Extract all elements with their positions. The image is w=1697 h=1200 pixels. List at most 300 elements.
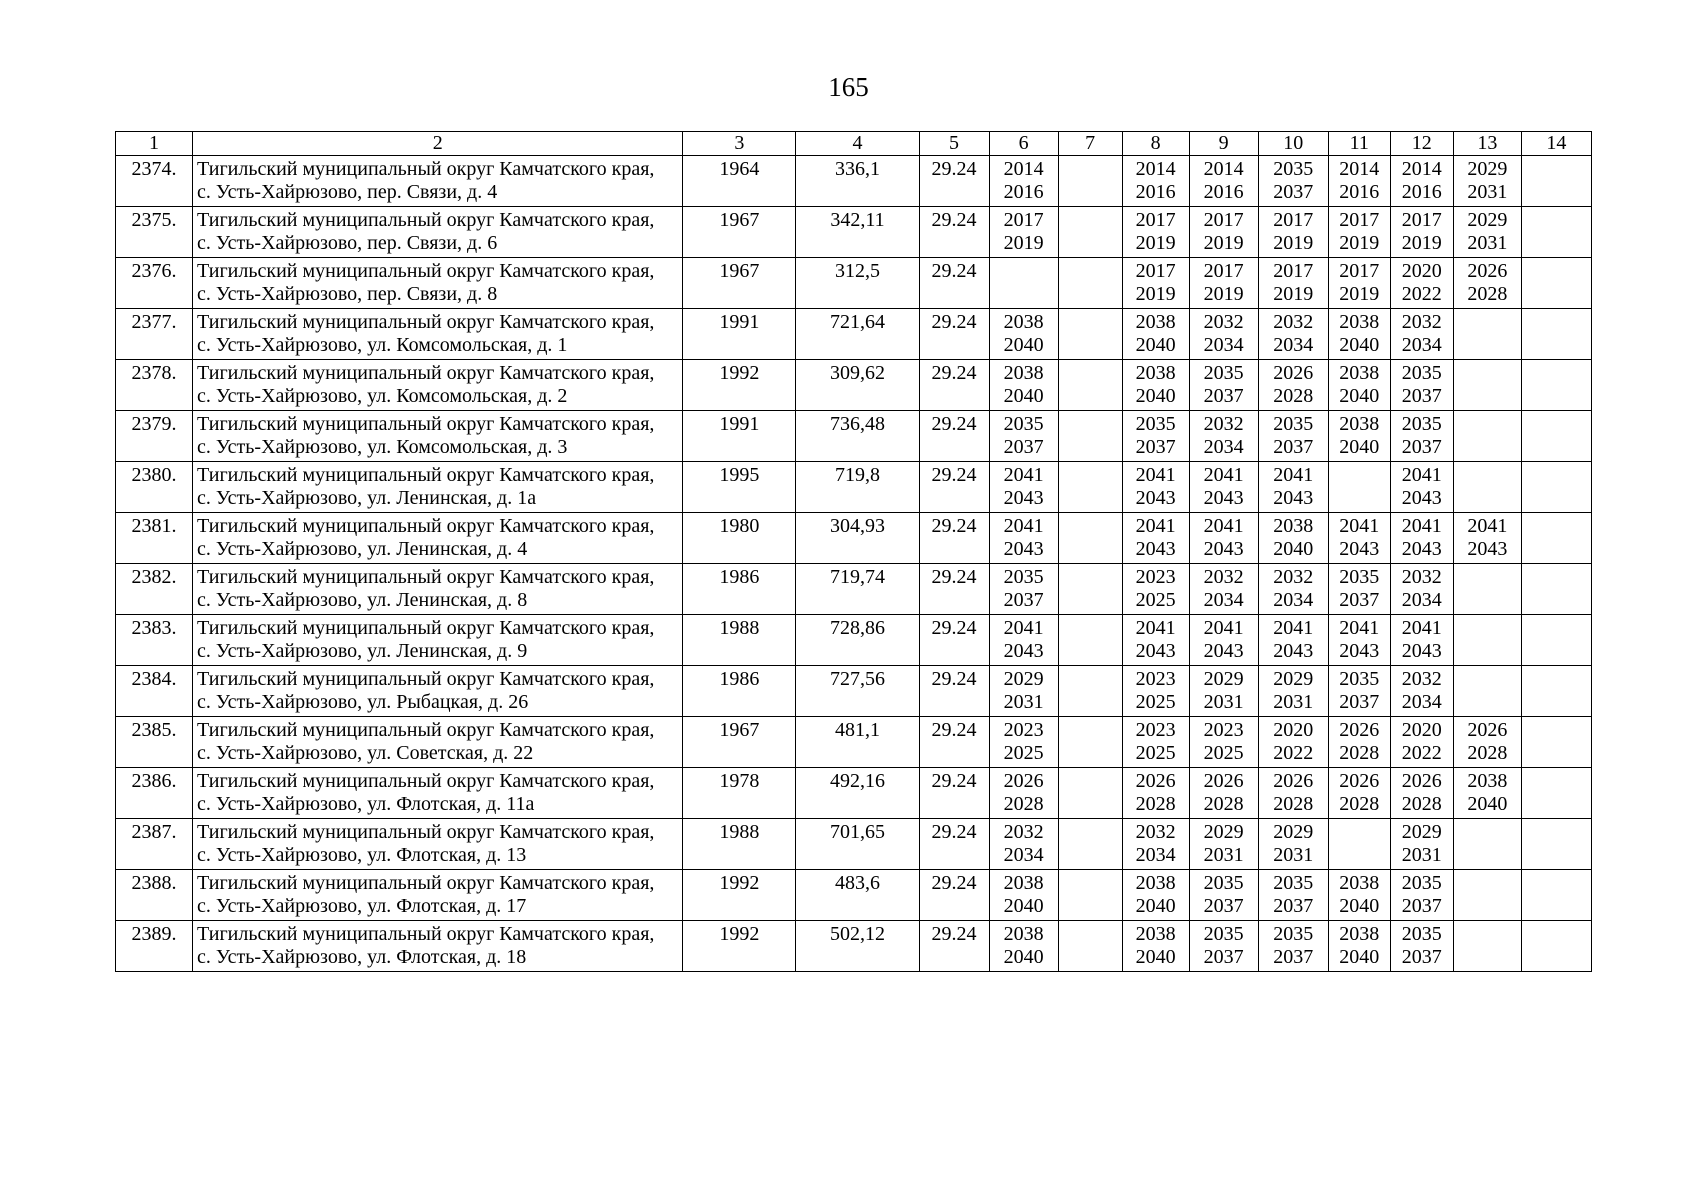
address-cell-line-1: Тигильский муниципальный округ Камчатского края, (197, 413, 655, 435)
table-body (116, 156, 1592, 972)
code-cell: 29.24 (919, 666, 989, 717)
period-cell-c10-line-2: 2022 (1273, 742, 1314, 764)
period-cell-c11 (1328, 513, 1390, 564)
period-cell-c14 (1521, 666, 1591, 717)
column-header: 11 (1328, 132, 1390, 156)
period-cell-c12-line-1: 2020 (1401, 719, 1442, 741)
period-cell-c9 (1189, 207, 1258, 258)
row-number-cell: 2377. (116, 309, 193, 360)
period-cell-c9 (1189, 819, 1258, 870)
period-cell-c13-line-1: 2029 (1467, 209, 1508, 231)
period-cell-c10-line-1: 2032 (1273, 566, 1314, 588)
period-cell-c14 (1521, 564, 1591, 615)
period-cell-c6-line-2: 2043 (1003, 538, 1044, 560)
period-cell-c12-line-1: 2014 (1401, 158, 1442, 180)
period-cell-c12-line-2: 2016 (1401, 181, 1442, 203)
period-cell-c7-line-1 (1063, 311, 1118, 334)
period-cell-c7-line-1 (1063, 923, 1118, 946)
period-cell-c12 (1390, 360, 1453, 411)
period-cell-c9 (1189, 921, 1258, 972)
period-cell-c6 (989, 768, 1058, 819)
period-cell-c11-line-2: 2019 (1339, 283, 1380, 305)
period-cell-c6-line-2: 2040 (1003, 895, 1044, 917)
period-cell-c10 (1258, 921, 1328, 972)
period-cell-c14-line-2 (1526, 589, 1587, 612)
period-cell-c9-line-1: 2026 (1203, 770, 1244, 792)
address-cell-line-1: Тигильский муниципальный округ Камчатского края, (197, 821, 655, 843)
period-cell-c7-line-2 (1063, 283, 1118, 306)
row-number-cell: 2383. (116, 615, 193, 666)
period-cell-c13 (1453, 615, 1521, 666)
period-cell-c12 (1390, 921, 1453, 972)
period-cell-c12-line-1: 2035 (1401, 413, 1442, 435)
period-cell-c11-line-1 (1333, 464, 1386, 487)
period-cell-c7-line-1 (1063, 719, 1118, 742)
period-cell-c8-line-2: 2043 (1135, 487, 1176, 509)
period-cell-c7-line-1 (1063, 362, 1118, 385)
period-cell-c7-line-1 (1063, 158, 1118, 181)
period-cell-c14 (1521, 921, 1591, 972)
period-cell-c14-line-1 (1526, 719, 1587, 742)
period-cell-c7 (1058, 513, 1122, 564)
period-cell-c14-line-2 (1526, 385, 1587, 408)
area-cell: 304,93 (796, 513, 919, 564)
area-cell: 701,65 (796, 819, 919, 870)
period-cell-c7-line-2 (1063, 589, 1118, 612)
period-cell-c10 (1258, 717, 1328, 768)
code-cell: 29.24 (919, 819, 989, 870)
period-cell-c7 (1058, 921, 1122, 972)
period-cell-c9-line-1: 2017 (1203, 260, 1244, 282)
period-cell-c14-line-2 (1526, 334, 1587, 357)
row-number-cell: 2386. (116, 768, 193, 819)
address-cell-line-1: Тигильский муниципальный округ Камчатского края, (197, 617, 655, 639)
period-cell-c7 (1058, 462, 1122, 513)
period-cell-c8 (1122, 258, 1189, 309)
period-cell-c9-line-2: 2031 (1203, 844, 1244, 866)
period-cell-c8-line-1: 2038 (1135, 872, 1176, 894)
period-cell-c11-line-1: 2014 (1339, 158, 1380, 180)
period-cell-c10-line-1: 2038 (1273, 515, 1314, 537)
row-number-cell: 2380. (116, 462, 193, 513)
code-cell: 29.24 (919, 615, 989, 666)
period-cell-c14-line-1 (1526, 923, 1587, 946)
period-cell-c8-line-2: 2040 (1135, 334, 1176, 356)
period-cell-c8-line-2: 2019 (1135, 283, 1176, 305)
period-cell-c10-line-1: 2041 (1273, 617, 1314, 639)
period-cell-c14 (1521, 462, 1591, 513)
period-cell-c6-line-1 (994, 260, 1054, 283)
period-cell-c8-line-2: 2016 (1135, 181, 1176, 203)
period-cell-c12-line-2: 2037 (1401, 946, 1442, 968)
row-number-cell: 2387. (116, 819, 193, 870)
code-cell: 29.24 (919, 717, 989, 768)
address-cell-line-2: с. Усть-Хайрюзово, ул. Флотская, д. 13 (197, 844, 527, 866)
period-cell-c14-line-2 (1526, 946, 1587, 969)
period-cell-c11-line-2: 2040 (1339, 385, 1380, 407)
year-cell: 1992 (683, 870, 796, 921)
address-cell-line-1: Тигильский муниципальный округ Камчатского края, (197, 719, 655, 741)
period-cell-c6 (989, 156, 1058, 207)
column-header: 6 (989, 132, 1058, 156)
period-cell-c6-line-2: 2019 (1003, 232, 1044, 254)
period-cell-c13-line-1: 2038 (1467, 770, 1508, 792)
period-cell-c14-line-2 (1526, 487, 1587, 510)
period-cell-c13-line-2 (1458, 640, 1517, 663)
code-cell: 29.24 (919, 921, 989, 972)
period-cell-c14-line-2 (1526, 793, 1587, 816)
area-cell: 483,6 (796, 870, 919, 921)
period-cell-c10-line-1: 2035 (1273, 158, 1314, 180)
period-cell-c13-line-2 (1458, 487, 1517, 510)
period-cell-c11 (1328, 360, 1390, 411)
period-cell-c14 (1521, 615, 1591, 666)
period-cell-c13-line-2 (1458, 436, 1517, 459)
area-cell: 309,62 (796, 360, 919, 411)
period-cell-c6-line-2 (994, 283, 1054, 306)
period-cell-c13-line-1: 2026 (1467, 260, 1508, 282)
period-cell-c7-line-2 (1063, 742, 1118, 765)
period-cell-c6-line-1: 2026 (1003, 770, 1044, 792)
period-cell-c10 (1258, 360, 1328, 411)
period-cell-c10-line-2: 2019 (1273, 232, 1314, 254)
table-row (116, 207, 1592, 258)
period-cell-c12 (1390, 666, 1453, 717)
period-cell-c8 (1122, 717, 1189, 768)
area-cell: 336,1 (796, 156, 919, 207)
column-header: 9 (1189, 132, 1258, 156)
period-cell-c6-line-2: 2040 (1003, 385, 1044, 407)
address-cell (193, 258, 683, 309)
period-cell-c9-line-2: 2034 (1203, 334, 1244, 356)
period-cell-c7-line-2 (1063, 946, 1118, 969)
period-cell-c11 (1328, 666, 1390, 717)
period-cell-c6 (989, 258, 1058, 309)
period-cell-c11 (1328, 411, 1390, 462)
period-cell-c7-line-1 (1063, 617, 1118, 640)
period-cell-c14-line-1 (1526, 311, 1587, 334)
period-cell-c7 (1058, 309, 1122, 360)
area-cell: 721,64 (796, 309, 919, 360)
period-cell-c14 (1521, 870, 1591, 921)
period-cell-c8 (1122, 819, 1189, 870)
period-cell-c7-line-1 (1063, 872, 1118, 895)
period-cell-c12-line-1: 2017 (1401, 209, 1442, 231)
period-cell-c13-line-1: 2041 (1467, 515, 1508, 537)
period-cell-c11-line-2: 2040 (1339, 895, 1380, 917)
period-cell-c9-line-1: 2035 (1203, 362, 1244, 384)
period-cell-c6 (989, 921, 1058, 972)
period-cell-c8 (1122, 309, 1189, 360)
period-cell-c9-line-1: 2041 (1203, 617, 1244, 639)
period-cell-c10-line-2: 2040 (1273, 538, 1314, 560)
period-cell-c11-line-1: 2041 (1339, 515, 1380, 537)
period-cell-c7 (1058, 360, 1122, 411)
period-cell-c9-line-1: 2032 (1203, 566, 1244, 588)
column-header: 8 (1122, 132, 1189, 156)
period-cell-c13-line-1 (1458, 821, 1517, 844)
period-cell-c13-line-2 (1458, 946, 1517, 969)
period-cell-c10-line-1: 2017 (1273, 209, 1314, 231)
period-cell-c9 (1189, 615, 1258, 666)
period-cell-c13-line-2 (1458, 895, 1517, 918)
period-cell-c7 (1058, 870, 1122, 921)
row-number-cell: 2381. (116, 513, 193, 564)
period-cell-c7-line-2 (1063, 385, 1118, 408)
period-cell-c8-line-1: 2026 (1135, 770, 1176, 792)
period-cell-c11-line-2: 2028 (1339, 793, 1380, 815)
period-cell-c13-line-1 (1458, 566, 1517, 589)
period-cell-c9-line-2: 2034 (1203, 436, 1244, 458)
period-cell-c13-line-1 (1458, 923, 1517, 946)
period-cell-c7-line-1 (1063, 821, 1118, 844)
column-header: 5 (919, 132, 989, 156)
period-cell-c11 (1328, 768, 1390, 819)
row-number-cell: 2378. (116, 360, 193, 411)
period-cell-c11-line-1: 2041 (1339, 617, 1380, 639)
address-cell-line-2: с. Усть-Хайрюзово, ул. Флотская, д. 11а (197, 793, 535, 815)
period-cell-c13-line-1 (1458, 668, 1517, 691)
period-cell-c6-line-1: 2038 (1003, 872, 1044, 894)
period-cell-c7-line-2 (1063, 793, 1118, 816)
period-cell-c14-line-1 (1526, 821, 1587, 844)
period-cell-c10-line-2: 2028 (1273, 385, 1314, 407)
column-header: 4 (796, 132, 919, 156)
period-cell-c9-line-1: 2029 (1203, 821, 1244, 843)
period-cell-c7-line-1 (1063, 464, 1118, 487)
period-cell-c13 (1453, 462, 1521, 513)
row-number-cell: 2374. (116, 156, 193, 207)
period-cell-c7-line-2 (1063, 181, 1118, 204)
area-cell: 719,74 (796, 564, 919, 615)
period-cell-c7-line-2 (1063, 538, 1118, 561)
period-cell-c11-line-1: 2035 (1339, 566, 1380, 588)
period-cell-c10 (1258, 666, 1328, 717)
period-cell-c14-line-2 (1526, 844, 1587, 867)
period-cell-c14-line-1 (1526, 158, 1587, 181)
address-cell (193, 360, 683, 411)
period-cell-c14-line-2 (1526, 691, 1587, 714)
address-cell-line-1: Тигильский муниципальный округ Камчатского края, (197, 158, 655, 180)
period-cell-c11-line-2 (1333, 487, 1386, 510)
period-cell-c12 (1390, 207, 1453, 258)
year-cell: 1967 (683, 207, 796, 258)
period-cell-c14 (1521, 513, 1591, 564)
period-cell-c7-line-2 (1063, 232, 1118, 255)
period-cell-c12 (1390, 870, 1453, 921)
year-cell: 1992 (683, 921, 796, 972)
period-cell-c14-line-1 (1526, 209, 1587, 232)
period-cell-c9 (1189, 768, 1258, 819)
period-cell-c13 (1453, 156, 1521, 207)
period-cell-c6 (989, 717, 1058, 768)
period-cell-c9-line-2: 2043 (1203, 487, 1244, 509)
period-cell-c8-line-2: 2034 (1135, 844, 1176, 866)
period-cell-c7 (1058, 819, 1122, 870)
period-cell-c10-line-1: 2020 (1273, 719, 1314, 741)
table-row (116, 360, 1592, 411)
period-cell-c13 (1453, 258, 1521, 309)
table-row (116, 258, 1592, 309)
period-cell-c8-line-1: 2038 (1135, 362, 1176, 384)
code-cell: 29.24 (919, 870, 989, 921)
period-cell-c12 (1390, 258, 1453, 309)
period-cell-c13-line-2 (1458, 385, 1517, 408)
period-cell-c10-line-2: 2043 (1273, 640, 1314, 662)
period-cell-c11-line-1: 2038 (1339, 923, 1380, 945)
period-cell-c7-line-2 (1063, 640, 1118, 663)
period-cell-c7 (1058, 156, 1122, 207)
period-cell-c6-line-1: 2038 (1003, 923, 1044, 945)
period-cell-c11 (1328, 156, 1390, 207)
period-cell-c13 (1453, 819, 1521, 870)
period-cell-c10-line-1: 2041 (1273, 464, 1314, 486)
period-cell-c6-line-1: 2038 (1003, 362, 1044, 384)
period-cell-c7-line-2 (1063, 436, 1118, 459)
period-cell-c12-line-2: 2031 (1401, 844, 1442, 866)
code-cell: 29.24 (919, 513, 989, 564)
period-cell-c10 (1258, 309, 1328, 360)
period-cell-c14 (1521, 411, 1591, 462)
period-cell-c13-line-1 (1458, 617, 1517, 640)
period-cell-c6-line-2: 2037 (1003, 589, 1044, 611)
column-header: 10 (1258, 132, 1328, 156)
address-cell-line-2: с. Усть-Хайрюзово, ул. Флотская, д. 18 (197, 946, 527, 968)
period-cell-c13-line-1 (1458, 362, 1517, 385)
area-cell: 727,56 (796, 666, 919, 717)
period-cell-c6-line-2: 2034 (1003, 844, 1044, 866)
period-cell-c11-line-1: 2035 (1339, 668, 1380, 690)
period-cell-c12-line-2: 2037 (1401, 895, 1442, 917)
period-cell-c8 (1122, 768, 1189, 819)
period-cell-c8-line-2: 2037 (1135, 436, 1176, 458)
period-cell-c12-line-2: 2028 (1401, 793, 1442, 815)
period-cell-c9 (1189, 411, 1258, 462)
period-cell-c11 (1328, 564, 1390, 615)
period-cell-c12-line-1: 2029 (1401, 821, 1442, 843)
period-cell-c13 (1453, 870, 1521, 921)
period-cell-c11-line-2: 2040 (1339, 334, 1380, 356)
period-cell-c13 (1453, 768, 1521, 819)
period-cell-c8 (1122, 513, 1189, 564)
table-row (116, 615, 1592, 666)
period-cell-c8-line-2: 2043 (1135, 640, 1176, 662)
period-cell-c9 (1189, 462, 1258, 513)
period-cell-c7 (1058, 666, 1122, 717)
period-cell-c6 (989, 819, 1058, 870)
period-cell-c6-line-1: 2029 (1003, 668, 1044, 690)
period-cell-c13-line-2 (1458, 691, 1517, 714)
period-cell-c10 (1258, 768, 1328, 819)
period-cell-c8-line-2: 2040 (1135, 385, 1176, 407)
period-cell-c13 (1453, 411, 1521, 462)
address-cell-line-2: с. Усть-Хайрюзово, ул. Ленинская, д. 4 (197, 538, 528, 560)
period-cell-c10-line-1: 2032 (1273, 311, 1314, 333)
period-cell-c9 (1189, 666, 1258, 717)
table-row (116, 462, 1592, 513)
period-cell-c6 (989, 870, 1058, 921)
period-cell-c8-line-1: 2038 (1135, 311, 1176, 333)
period-cell-c10-line-2: 2037 (1273, 946, 1314, 968)
year-cell: 1980 (683, 513, 796, 564)
period-cell-c12-line-2: 2034 (1401, 334, 1442, 356)
period-cell-c9-line-1: 2032 (1203, 413, 1244, 435)
period-cell-c12-line-2: 2034 (1401, 589, 1442, 611)
period-cell-c14-line-2 (1526, 538, 1587, 561)
period-cell-c6-line-2: 2043 (1003, 487, 1044, 509)
period-cell-c14-line-2 (1526, 436, 1587, 459)
period-cell-c8 (1122, 360, 1189, 411)
period-cell-c13-line-1: 2029 (1467, 158, 1508, 180)
address-cell-line-1: Тигильский муниципальный округ Камчатского края, (197, 311, 655, 333)
code-cell: 29.24 (919, 207, 989, 258)
period-cell-c11-line-2: 2037 (1339, 691, 1380, 713)
row-number-cell: 2375. (116, 207, 193, 258)
period-cell-c11-line-1: 2038 (1339, 362, 1380, 384)
period-cell-c14-line-1 (1526, 413, 1587, 436)
period-cell-c13 (1453, 360, 1521, 411)
period-cell-c13-line-1 (1458, 872, 1517, 895)
period-cell-c6 (989, 564, 1058, 615)
period-cell-c10-line-2: 2031 (1273, 844, 1314, 866)
period-cell-c8-line-1: 2035 (1135, 413, 1176, 435)
period-cell-c10-line-1: 2017 (1273, 260, 1314, 282)
period-cell-c14-line-1 (1526, 617, 1587, 640)
address-cell-line-2: с. Усть-Хайрюзово, пер. Связи, д. 4 (197, 181, 498, 203)
period-cell-c14 (1521, 819, 1591, 870)
period-cell-c12 (1390, 564, 1453, 615)
period-cell-c13 (1453, 564, 1521, 615)
period-cell-c6 (989, 207, 1058, 258)
period-cell-c8-line-1: 2014 (1135, 158, 1176, 180)
period-cell-c14-line-1 (1526, 362, 1587, 385)
address-cell (193, 819, 683, 870)
period-cell-c7 (1058, 768, 1122, 819)
period-cell-c7 (1058, 564, 1122, 615)
period-cell-c8 (1122, 462, 1189, 513)
period-cell-c10 (1258, 207, 1328, 258)
header-row (116, 132, 1592, 156)
period-cell-c10 (1258, 615, 1328, 666)
table-row (116, 717, 1592, 768)
period-cell-c12-line-1: 2032 (1401, 668, 1442, 690)
period-cell-c12 (1390, 309, 1453, 360)
period-cell-c10 (1258, 513, 1328, 564)
period-cell-c12-line-1: 2035 (1401, 872, 1442, 894)
period-cell-c11-line-2: 2043 (1339, 640, 1380, 662)
column-header: 14 (1521, 132, 1591, 156)
period-cell-c10 (1258, 870, 1328, 921)
address-cell (193, 666, 683, 717)
period-cell-c9 (1189, 717, 1258, 768)
period-cell-c8 (1122, 615, 1189, 666)
period-cell-c8 (1122, 207, 1189, 258)
period-cell-c9-line-1: 2017 (1203, 209, 1244, 231)
area-cell: 342,11 (796, 207, 919, 258)
period-cell-c13-line-2: 2028 (1467, 742, 1508, 764)
code-cell: 29.24 (919, 258, 989, 309)
period-cell-c10 (1258, 462, 1328, 513)
period-cell-c6-line-1: 2041 (1003, 464, 1044, 486)
period-cell-c8-line-1: 2023 (1135, 668, 1176, 690)
period-cell-c10-line-2: 2019 (1273, 283, 1314, 305)
period-cell-c13-line-2 (1458, 589, 1517, 612)
period-cell-c11-line-2: 2037 (1339, 589, 1380, 611)
code-cell: 29.24 (919, 768, 989, 819)
period-cell-c11 (1328, 207, 1390, 258)
period-cell-c12-line-1: 2041 (1401, 464, 1442, 486)
period-cell-c6-line-1: 2041 (1003, 617, 1044, 639)
